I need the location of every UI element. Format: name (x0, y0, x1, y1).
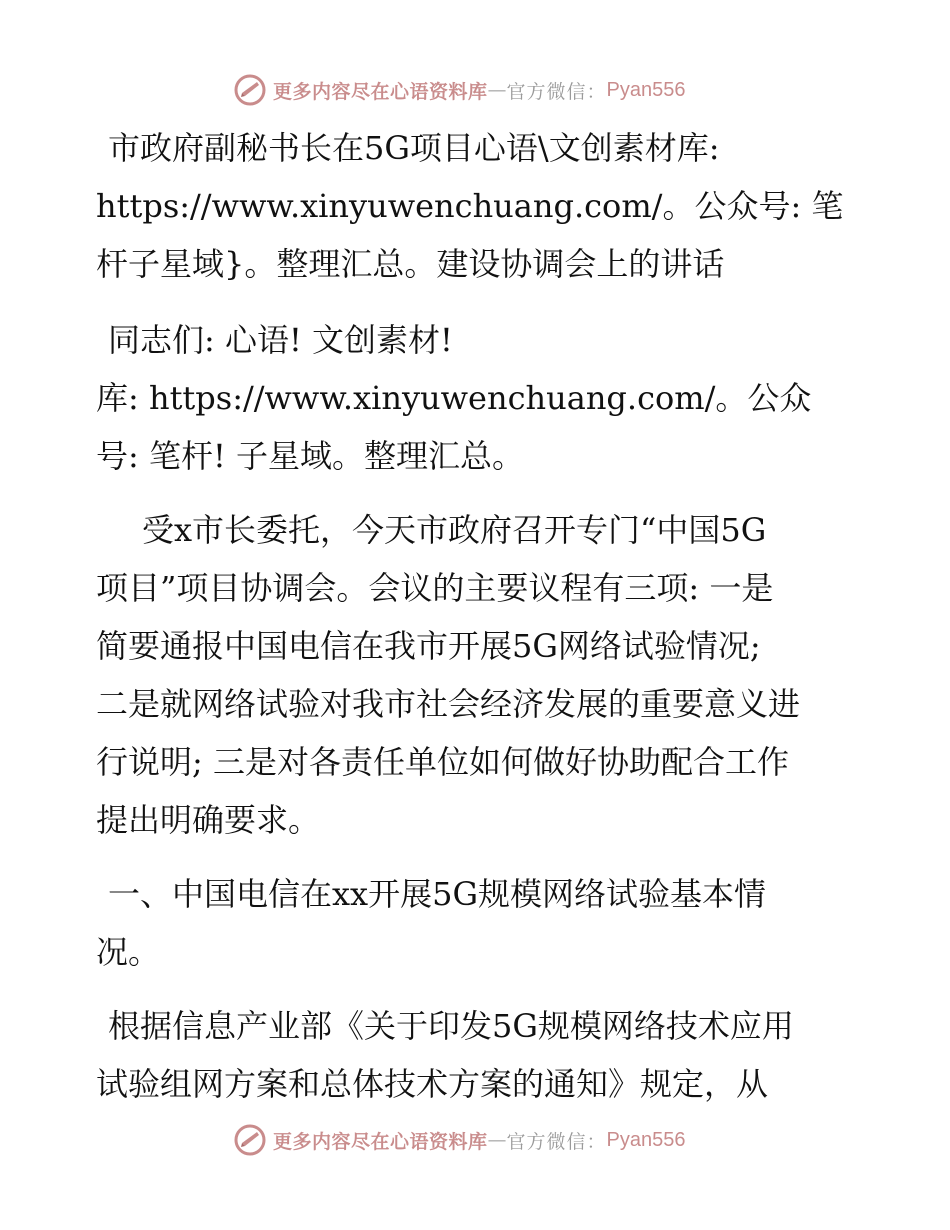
banner-dash: — (487, 79, 507, 101)
title-line: https://www.xinyuwenchuang.com/。公众号: 笔 (96, 187, 844, 225)
banner-wechat-id: Pyan556 (606, 1128, 686, 1151)
banner-wechat-label: 官方微信： (506, 80, 607, 103)
paragraph-line: 根据信息产业部《关于印发5G规模网络技术应用 (108, 1007, 794, 1045)
section-heading-line: 一、中国电信在xx开展5G规模网络试验基本情 (108, 875, 767, 913)
section-heading-line: 况。 (96, 933, 161, 971)
paragraph-line: 行说明; 三是对各责任单位如何做好协助配合工作 (96, 743, 789, 781)
greeting-line: 同志们: 心语! 文创素材! (108, 321, 453, 359)
paragraph-line: 二是就网络试验对我市社会经济发展的重要意义进 (96, 685, 801, 723)
paragraph-line: 项目”项目协调会。会议的主要议程有三项: 一是 (96, 569, 774, 607)
footer-banner (0, 1118, 950, 1162)
banner-wechat-label: 官方微信： (506, 1130, 607, 1153)
paragraph-line: 受x市长委托，今天市政府召开专门“中国5G (142, 511, 767, 549)
banner-text: 更多内容尽在心语资料库 (273, 1130, 488, 1153)
title-line: 杆子星域}。整理汇总。建设协调会上的讲话 (96, 245, 725, 283)
greeting-line: 库: https://www.xinyuwenchuang.com/。公众 (96, 379, 812, 417)
header-banner (0, 68, 950, 112)
logo-icon (233, 1123, 267, 1157)
paragraph-line: 试验组网方案和总体技术方案的通知》规定，从 (96, 1065, 769, 1103)
banner-wechat-id: Pyan556 (606, 78, 686, 101)
banner-dash: — (487, 1129, 507, 1151)
title-line: 市政府副秘书长在5G项目心语\文创素材库: (108, 129, 720, 167)
greeting-line: 号: 笔杆! 子星域。整理汇总。 (96, 437, 524, 475)
banner-text: 更多内容尽在心语资料库 (273, 80, 488, 103)
logo-icon (233, 73, 267, 107)
paragraph-line: 简要通报中国电信在我市开展5G网络试验情况; (96, 627, 761, 665)
paragraph-line: 提出明确要求。 (96, 801, 321, 839)
